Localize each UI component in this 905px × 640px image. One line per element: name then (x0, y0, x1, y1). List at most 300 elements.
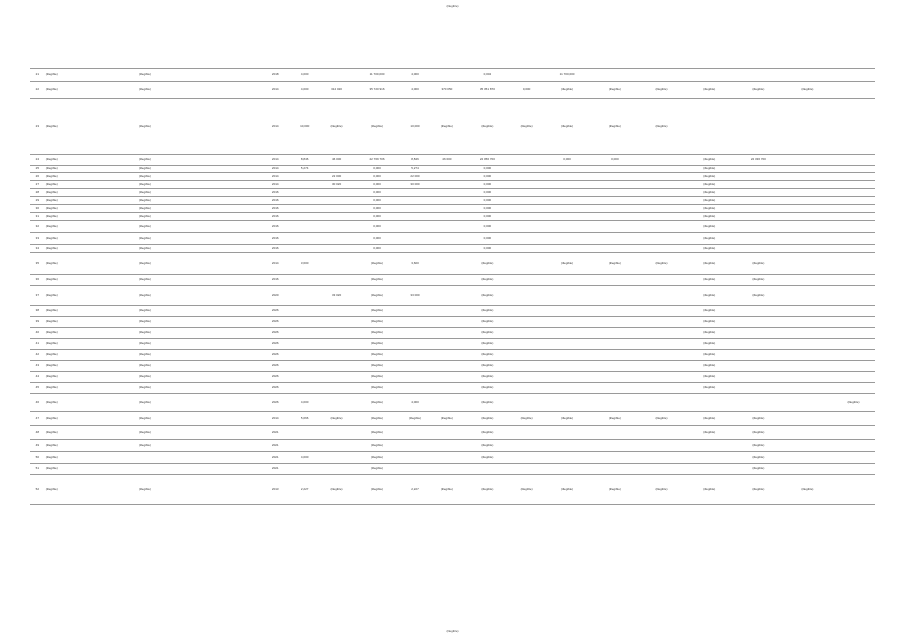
cell-c10: (illegible) (685, 82, 734, 99)
cell-c3 (400, 317, 429, 328)
cell-num: 30 (30, 205, 45, 213)
cell-c1 (319, 339, 353, 350)
cell-name: (illegible) (45, 69, 138, 82)
cell-c4 (430, 221, 464, 233)
cell-c12 (783, 197, 832, 205)
cell-year: 2016 (261, 221, 290, 233)
cell-qty (290, 189, 319, 197)
cell-c5: (illegible) (464, 426, 511, 440)
cell-c1: 312 020 (319, 82, 353, 99)
cell-name: (illegible) (45, 197, 138, 205)
cell-c9 (638, 350, 685, 361)
cell-basis: (illegible) (138, 166, 261, 173)
page-header: (illegible) (446, 4, 459, 8)
cell-c7 (543, 426, 592, 440)
cell-c11: (illegible) (734, 412, 783, 426)
cell-year: 2014 (261, 253, 290, 275)
cell-name: (illegible) (45, 440, 138, 452)
cell-c10: (illegible) (685, 166, 734, 173)
cell-c9 (638, 221, 685, 233)
cell-basis: (illegible) (138, 221, 261, 233)
cell-c1: (illegible) (319, 412, 353, 426)
cell-c12 (783, 245, 832, 253)
cell-c5: (illegible) (464, 372, 511, 383)
cell-c13 (832, 181, 875, 189)
cell-total: (illegible) (354, 412, 401, 426)
cell-c6 (511, 426, 543, 440)
cell-c13 (832, 464, 875, 475)
cell-name: (illegible) (45, 233, 138, 245)
cell-c10: (illegible) (685, 383, 734, 394)
cell-c11: (illegible) (734, 475, 783, 505)
cell-c12 (783, 317, 832, 328)
cell-c8 (592, 245, 639, 253)
cell-basis (138, 452, 261, 464)
cell-c10: (illegible) (685, 317, 734, 328)
cell-year: 2026 (261, 361, 290, 372)
cell-c9 (638, 155, 685, 166)
cell-qty (290, 275, 319, 286)
cell-basis: (illegible) (138, 233, 261, 245)
cell-c10: (illegible) (685, 372, 734, 383)
cell-c8 (592, 317, 639, 328)
cell-c5: (illegible) (464, 317, 511, 328)
cell-c13 (832, 475, 875, 505)
cell-c10: (illegible) (685, 275, 734, 286)
cell-c10: (illegible) (685, 205, 734, 213)
cell-c13 (832, 99, 875, 155)
cell-c1: 30 020 (319, 181, 353, 189)
cell-num: 33 (30, 233, 45, 245)
cell-c10: (illegible) (685, 245, 734, 253)
cell-c4 (430, 286, 464, 306)
cell-basis: (illegible) (138, 245, 261, 253)
cell-c12 (783, 440, 832, 452)
table-row (30, 253, 875, 275)
cell-c13 (832, 339, 875, 350)
cell-num: 49 (30, 440, 45, 452)
cell-c4 (430, 173, 464, 181)
cell-c11 (734, 306, 783, 317)
cell-total: (illegible) (354, 286, 401, 306)
table-row (30, 306, 875, 317)
cell-c8 (592, 213, 639, 221)
table-row (30, 426, 875, 440)
cell-c3 (400, 306, 429, 317)
cell-c6 (511, 339, 543, 350)
cell-c8 (592, 166, 639, 173)
cell-c6 (511, 173, 543, 181)
cell-basis: (illegible) (138, 69, 261, 82)
cell-c13 (832, 350, 875, 361)
cell-qty: 4,000 (290, 82, 319, 99)
cell-c11 (734, 328, 783, 339)
cell-c3: 2,227 (400, 475, 429, 505)
cell-c11 (734, 317, 783, 328)
cell-c3 (400, 440, 429, 452)
table-row (30, 189, 875, 197)
cell-c3: 4,000 (400, 394, 429, 412)
cell-c3 (400, 245, 429, 253)
cell-c9 (638, 339, 685, 350)
cell-total: 11 700,000 (354, 69, 401, 82)
cell-qty (290, 181, 319, 189)
cell-c7 (543, 394, 592, 412)
cell-total: (illegible) (354, 464, 401, 475)
cell-year: 2026 (261, 328, 290, 339)
cell-c13 (832, 213, 875, 221)
cell-basis: (illegible) (138, 155, 261, 166)
cell-total: (illegible) (354, 383, 401, 394)
cell-c10: (illegible) (685, 350, 734, 361)
cell-c8 (592, 328, 639, 339)
cell-c6: (illegible) (511, 412, 543, 426)
cell-total: (illegible) (354, 394, 401, 412)
cell-c9 (638, 173, 685, 181)
cell-c12 (783, 372, 832, 383)
document-table (30, 68, 875, 505)
cell-year: 2014 (261, 173, 290, 181)
cell-c3 (400, 383, 429, 394)
cell-qty: 2,227 (290, 475, 319, 505)
cell-num: 43 (30, 361, 45, 372)
cell-c4 (430, 306, 464, 317)
cell-qty (290, 361, 319, 372)
cell-qty (290, 197, 319, 205)
cell-c6 (511, 440, 543, 452)
cell-c10: (illegible) (685, 475, 734, 505)
cell-total: 0,000 (354, 189, 401, 197)
cell-c13 (832, 426, 875, 440)
cell-total: (illegible) (354, 99, 401, 155)
cell-c8 (592, 181, 639, 189)
cell-c13 (832, 306, 875, 317)
cell-year: 2020 (261, 286, 290, 306)
cell-c1: (illegible) (319, 475, 353, 505)
cell-c11: (illegible) (734, 253, 783, 275)
cell-c8: (illegible) (592, 412, 639, 426)
cell-year: 2026 (261, 306, 290, 317)
cell-total: 0,000 (354, 245, 401, 253)
cell-c1 (319, 306, 353, 317)
cell-c8 (592, 69, 639, 82)
cell-basis: (illegible) (138, 197, 261, 205)
cell-c12 (783, 253, 832, 275)
cell-c13 (832, 221, 875, 233)
cell-c10: (illegible) (685, 173, 734, 181)
cell-qty (290, 339, 319, 350)
cell-year: 2014 (261, 99, 290, 155)
cell-c6 (511, 383, 543, 394)
cell-c9: (illegible) (638, 82, 685, 99)
cell-c5: 0,000 (464, 189, 511, 197)
cell-qty (290, 233, 319, 245)
cell-c1: (illegible) (319, 99, 353, 155)
cell-c4 (430, 452, 464, 464)
cell-c12 (783, 286, 832, 306)
cell-c4: 370 050 (430, 82, 464, 99)
cell-c10: (illegible) (685, 306, 734, 317)
cell-c4 (430, 166, 464, 173)
cell-c9 (638, 213, 685, 221)
cell-c13 (832, 245, 875, 253)
cell-c1 (319, 189, 353, 197)
cell-c1 (319, 317, 353, 328)
cell-qty (290, 205, 319, 213)
cell-c9: (illegible) (638, 253, 685, 275)
cell-c9 (638, 394, 685, 412)
cell-year: 2016 (261, 189, 290, 197)
cell-total: (illegible) (354, 426, 401, 440)
table-body (30, 69, 875, 505)
table-row (30, 475, 875, 505)
cell-c11 (734, 213, 783, 221)
cell-c11 (734, 361, 783, 372)
cell-c11 (734, 166, 783, 173)
cell-qty: 8,846 (290, 155, 319, 166)
cell-total: 22 769 706 (354, 155, 401, 166)
cell-basis: (illegible) (138, 328, 261, 339)
cell-c1 (319, 328, 353, 339)
cell-c10: (illegible) (685, 339, 734, 350)
cell-c5: (illegible) (464, 253, 511, 275)
cell-c10 (685, 69, 734, 82)
cell-c4 (430, 275, 464, 286)
cell-num: 21 (30, 69, 45, 82)
cell-c6 (511, 306, 543, 317)
cell-c1 (319, 205, 353, 213)
cell-c4: 46 000 (430, 155, 464, 166)
cell-c8 (592, 173, 639, 181)
cell-c4 (430, 350, 464, 361)
cell-c3 (400, 205, 429, 213)
cell-c5 (464, 464, 511, 475)
cell-c3: 4,000 (400, 69, 429, 82)
cell-name: (illegible) (45, 350, 138, 361)
cell-c11: (illegible) (734, 464, 783, 475)
cell-num: 42 (30, 350, 45, 361)
cell-qty: 10,000 (290, 99, 319, 155)
cell-year: 2014 (261, 166, 290, 173)
cell-num: 52 (30, 475, 45, 505)
cell-c1 (319, 452, 353, 464)
cell-c6: (illegible) (511, 475, 543, 505)
cell-name: (illegible) (45, 189, 138, 197)
cell-c10: (illegible) (685, 213, 734, 221)
cell-num: 29 (30, 197, 45, 205)
cell-c6 (511, 328, 543, 339)
table-row (30, 173, 875, 181)
cell-num: 51 (30, 464, 45, 475)
cell-c9 (638, 245, 685, 253)
cell-c12 (783, 213, 832, 221)
cell-c13 (832, 361, 875, 372)
table-row (30, 339, 875, 350)
cell-qty (290, 306, 319, 317)
cell-name: (illegible) (45, 452, 138, 464)
cell-c10: (illegible) (685, 155, 734, 166)
cell-c7 (543, 213, 592, 221)
cell-c13 (832, 317, 875, 328)
cell-basis: (illegible) (138, 181, 261, 189)
cell-c10: (illegible) (685, 328, 734, 339)
cell-basis: (illegible) (138, 426, 261, 440)
cell-basis: (illegible) (138, 394, 261, 412)
table-row (30, 372, 875, 383)
cell-c9 (638, 383, 685, 394)
cell-total: (illegible) (354, 361, 401, 372)
cell-num: 23 (30, 99, 45, 155)
cell-c13 (832, 197, 875, 205)
cell-c6 (511, 166, 543, 173)
cell-c3: 10,000 (400, 99, 429, 155)
cell-c8 (592, 197, 639, 205)
table-row (30, 82, 875, 99)
cell-c3 (400, 372, 429, 383)
cell-basis: (illegible) (138, 475, 261, 505)
cell-qty: 5,274 (290, 166, 319, 173)
cell-c7: (illegible) (543, 412, 592, 426)
cell-c3 (400, 189, 429, 197)
cell-c5: (illegible) (464, 99, 511, 155)
cell-c10: (illegible) (685, 233, 734, 245)
cell-num: 35 (30, 253, 45, 275)
cell-num: 47 (30, 412, 45, 426)
cell-c7 (543, 350, 592, 361)
cell-qty (290, 383, 319, 394)
cell-c4: (illegible) (430, 412, 464, 426)
table-row (30, 197, 875, 205)
table-row (30, 328, 875, 339)
cell-c5: (illegible) (464, 412, 511, 426)
cell-c10: (illegible) (685, 221, 734, 233)
cell-c6 (511, 197, 543, 205)
cell-total: (illegible) (354, 275, 401, 286)
cell-qty (290, 328, 319, 339)
cell-num: 45 (30, 383, 45, 394)
cell-num: 25 (30, 166, 45, 173)
cell-year: 2016 (261, 245, 290, 253)
cell-basis: (illegible) (138, 189, 261, 197)
cell-c7: (illegible) (543, 99, 592, 155)
cell-c9 (638, 361, 685, 372)
cell-c13 (832, 233, 875, 245)
cell-c10: (illegible) (685, 426, 734, 440)
cell-c13 (832, 412, 875, 426)
cell-year: 2026 (261, 317, 290, 328)
cell-c4 (430, 361, 464, 372)
cell-c13 (832, 173, 875, 181)
cell-c11 (734, 197, 783, 205)
cell-c11 (734, 394, 783, 412)
cell-year: 2018 (261, 69, 290, 82)
cell-c3: (illegible) (400, 412, 429, 426)
cell-c8 (592, 394, 639, 412)
cell-c7: 11 700,000 (543, 69, 592, 82)
cell-c4 (430, 339, 464, 350)
cell-c5: (illegible) (464, 452, 511, 464)
cell-c4 (430, 440, 464, 452)
cell-c11 (734, 233, 783, 245)
cell-name: (illegible) (45, 412, 138, 426)
cell-year: 2016 (261, 205, 290, 213)
cell-c5: (illegible) (464, 350, 511, 361)
cell-qty (290, 372, 319, 383)
cell-c3: 5,274 (400, 166, 429, 173)
cell-c4 (430, 197, 464, 205)
cell-c4 (430, 181, 464, 189)
cell-year: 2016 (261, 213, 290, 221)
cell-c11 (734, 339, 783, 350)
cell-num: 26 (30, 173, 45, 181)
cell-c1 (319, 440, 353, 452)
cell-c13: (illegible) (832, 394, 875, 412)
cell-c9: (illegible) (638, 475, 685, 505)
cell-c3 (400, 328, 429, 339)
cell-c4 (430, 253, 464, 275)
cell-c10: (illegible) (685, 189, 734, 197)
cell-c3 (400, 361, 429, 372)
cell-basis: (illegible) (138, 99, 261, 155)
cell-c5: 0,000 (464, 221, 511, 233)
cell-c7 (543, 221, 592, 233)
cell-c8: 0,000 (592, 155, 639, 166)
cell-c9: (illegible) (638, 99, 685, 155)
cell-c4 (430, 317, 464, 328)
cell-name: (illegible) (45, 166, 138, 173)
table-row (30, 166, 875, 173)
cell-c6 (511, 361, 543, 372)
cell-c7 (543, 275, 592, 286)
cell-qty (290, 221, 319, 233)
cell-c7 (543, 286, 592, 306)
cell-c1 (319, 233, 353, 245)
table-row (30, 350, 875, 361)
cell-num: 48 (30, 426, 45, 440)
cell-total: 0,000 (354, 181, 401, 189)
cell-c6 (511, 155, 543, 166)
cell-c6 (511, 181, 543, 189)
cell-c6 (511, 286, 543, 306)
cell-c3: 4,000 (400, 82, 429, 99)
cell-c5: 0,000 (464, 213, 511, 221)
cell-c10: (illegible) (685, 197, 734, 205)
cell-total: (illegible) (354, 339, 401, 350)
cell-num: 44 (30, 372, 45, 383)
cell-c12 (783, 452, 832, 464)
cell-name: (illegible) (45, 155, 138, 166)
cell-c5: 0,000 (464, 181, 511, 189)
cell-c6 (511, 253, 543, 275)
table-row (30, 155, 875, 166)
cell-c9 (638, 233, 685, 245)
cell-c7 (543, 197, 592, 205)
cell-total: 0,000 (354, 197, 401, 205)
cell-name: (illegible) (45, 383, 138, 394)
cell-c8: (illegible) (592, 475, 639, 505)
cell-total: (illegible) (354, 475, 401, 505)
cell-c9: (illegible) (638, 412, 685, 426)
cell-c11 (734, 245, 783, 253)
cell-c10: (illegible) (685, 361, 734, 372)
cell-c1: 33 020 (319, 286, 353, 306)
table-row (30, 452, 875, 464)
cell-name: (illegible) (45, 245, 138, 253)
cell-basis: (illegible) (138, 440, 261, 452)
cell-c11 (734, 181, 783, 189)
cell-c8 (592, 361, 639, 372)
table-row (30, 412, 875, 426)
